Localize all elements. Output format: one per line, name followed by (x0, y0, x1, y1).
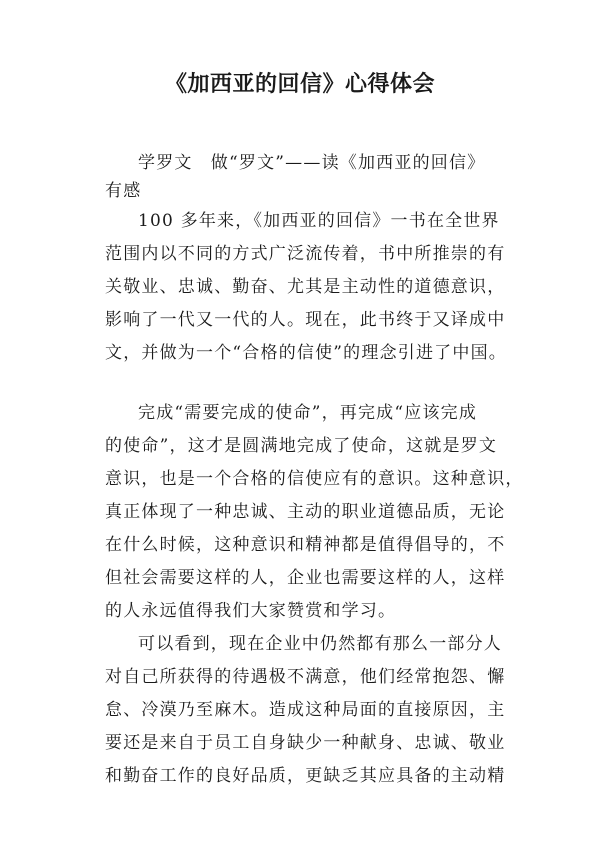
text-line: 可以看到，现在企业中仍然都有那么一部分人 (138, 634, 502, 654)
text-line: 真正体现了一种忠诚、主动的职业道德品质，无论 (105, 502, 506, 522)
text-line: 和勤奋工作的良好品质，更缺乏其应具备的主动精 (105, 766, 506, 786)
text-line: 怠、冷漠乃至麻木。造成这种局面的直接原因，主 (105, 700, 506, 720)
text-line: 对自己所获得的待遇极不满意，他们经常抱怨、懈 (105, 667, 506, 687)
text-line: 学罗文 做“罗文”——读《加西亚的回信》 (138, 153, 486, 173)
text-line: 范围内以不同的方式广泛流传着，书中所推崇的有 (105, 244, 506, 264)
text-line: 文，并做为一个“合格的信使”的理念引进了中国。 (105, 343, 507, 363)
text-line: 意识，也是一个合格的信使应有的意识。这种意识， (105, 469, 524, 489)
text-line: 在什么时候，这种意识和精神都是值得倡导的，不 (105, 535, 506, 555)
text-line: 的人永远值得我们大家赞赏和学习。 (105, 601, 397, 621)
text-line: 有感 (105, 181, 142, 201)
text-line: 关敬业、忠诚、勤奋、尤其是主动性的道德意识， (105, 277, 506, 297)
text-line: 100 多年来，《加西亚的回信》一书在全世界 (138, 211, 500, 231)
text-line: 完成“需要完成的使命”，再完成“应该完成 (138, 403, 478, 423)
text-line: 的使命”，这才是圆满地完成了使命，这就是罗文 (105, 436, 498, 456)
text-line: 要还是来自于员工自身缺少一种献身、忠诚、敬业 (105, 733, 506, 753)
text-line: 影响了一代又一代的人。现在，此书终于又译成中 (105, 310, 506, 330)
document-title: 《加西亚的回信》心得体会 (164, 72, 435, 97)
text-line: 但社会需要这样的人，企业也需要这样的人，这样 (105, 568, 506, 588)
